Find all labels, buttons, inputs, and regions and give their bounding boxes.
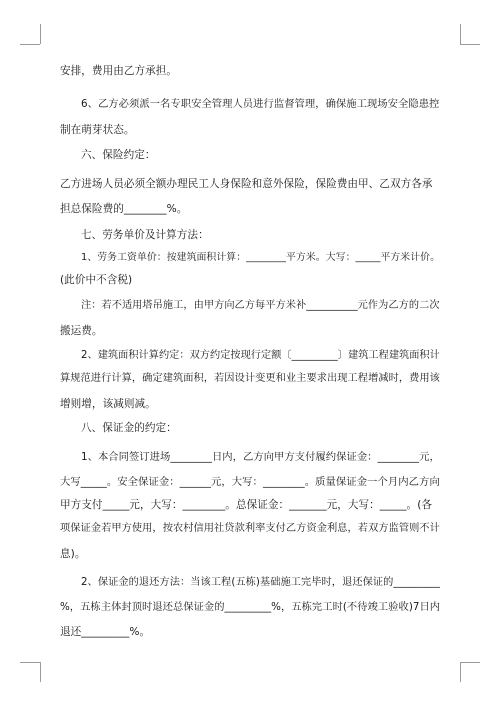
text-line: 算规范进行计算，确定建筑面积，若因设计变更和业主要求出现工程增减时，费用该	[60, 373, 440, 384]
text-line: 制在萌芽状态。	[60, 124, 135, 136]
text-line: 1、劳务工资单价：按建筑面积计算：________平方米。大写：_____平方米计价。	[81, 252, 440, 263]
text-line: %，五栋主体封顶时退还总保证金的_________%，五栋完工时(不待竣工验收)7日内	[60, 601, 441, 613]
text-line: 2、保证金的退还方法：当该工程(五栋)基础施工完毕时，退还保证的_________	[81, 577, 440, 588]
text-line: 6、乙方必须派一名专职安全管理人员进行监督管理，确保施工现场安全隐患控	[81, 98, 440, 110]
text-line: 甲方支付_____元，大写：________。总保证金：_______元，大写：_____。(各	[60, 499, 433, 511]
text-line: 增则增，该减则减。	[60, 398, 156, 410]
crop-mark-top-right-vertical	[460, 24, 461, 44]
crop-mark-bottom-left-vertical	[40, 662, 41, 682]
text-line: 乙方进场人员必须全额办理民工人身保险和意外保险，保险费由甲、乙双方各承	[60, 178, 433, 190]
text-line: 搬运费。	[60, 325, 103, 337]
crop-mark-top-left-vertical	[40, 24, 41, 44]
text-line: 2、建筑面积计算约定：双方约定按现行定额〔_________〕建筑工程建筑面积计	[81, 350, 440, 361]
section-heading: 七、劳务单价及计算方法：	[81, 229, 209, 241]
crop-mark-top-right-horizontal	[460, 44, 480, 45]
section-heading: 八、保证金的约定：	[81, 422, 177, 434]
text-line: 退还_________%。	[60, 626, 151, 638]
crop-mark-bottom-left-horizontal	[20, 662, 40, 663]
text-line: 安排，费用由乙方承担。	[60, 65, 178, 77]
crop-mark-bottom-right-vertical	[460, 662, 461, 682]
text-line: 1、本合同签订进场________日内，乙方向甲方支付履约保证金：________元，	[81, 451, 440, 463]
crop-mark-bottom-right-horizontal	[460, 662, 480, 663]
text-line: 注：若不适用塔吊施工，由甲方向乙方每平方米补__________元作为乙方的二次	[81, 300, 440, 311]
text-line: 项保证金若甲方使用，按农村信用社贷款利率支付乙方资金利息，若双方监管则不计	[60, 523, 440, 534]
crop-mark-top-left-horizontal	[20, 44, 40, 45]
text-line: (此价中不含税)	[60, 274, 133, 286]
text-line: 大写_____。安全保证金：______元，大写：________。质量保证金一个月内乙方向	[60, 476, 440, 488]
text-line: 担总保险费的________%。	[60, 203, 188, 215]
text-line: 息)。	[60, 548, 86, 560]
section-heading: 六、保险约定：	[81, 149, 156, 161]
